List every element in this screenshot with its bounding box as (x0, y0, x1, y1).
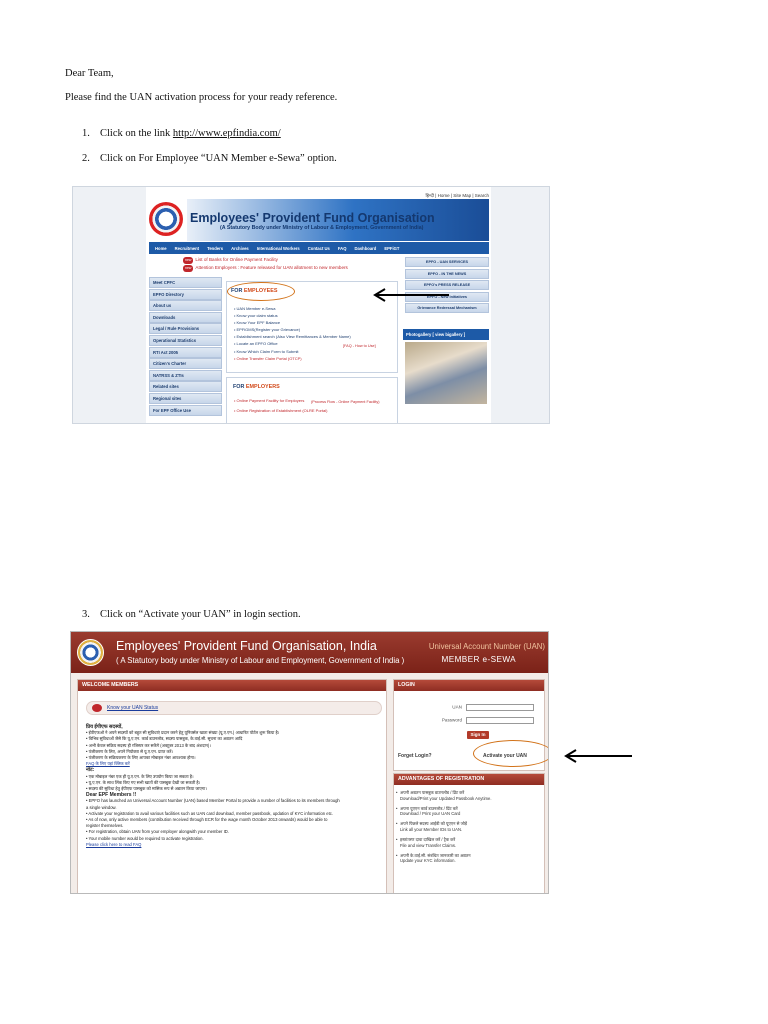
advantage-item: • हस्तांतरण दावा दाखिल करें / ट्रैक करें File and view Transfer Claims. (400, 837, 491, 848)
body-line: • For registration, obtain UAN from your employer alongwith your member ID. (86, 829, 229, 835)
employee-link[interactable]: • EPFiGMS(Register your Grievance) (234, 327, 301, 333)
faq-link-hindi[interactable]: FAQ के लिए यहां क्लिक करें (86, 761, 130, 767)
employee-link[interactable]: • UAN Member e-Sewa (234, 306, 276, 311)
login-heading: LOGIN (394, 680, 544, 691)
new-badge-icon: new (185, 258, 192, 262)
epfo-logo-icon (149, 202, 183, 236)
right-buttons (405, 257, 489, 315)
step-1 (82, 128, 281, 141)
body-heading: Dear EPF Members !! (86, 792, 137, 799)
right-button[interactable]: EPFO - UAN SERVICES (405, 257, 489, 267)
body-line: • Your mobile number would be required to activate registration. (86, 835, 204, 841)
advantages-panel (393, 773, 545, 894)
sidebar-item[interactable]: Legal / Rule Provisions (149, 323, 222, 334)
know-uan-status[interactable] (86, 701, 382, 715)
sidebar-item[interactable]: Operational Statistics (149, 335, 222, 346)
nav-item[interactable]: Recruitment (174, 245, 200, 251)
faq-note[interactable]: [FAQ - How to Use] (343, 344, 376, 348)
advantages-heading: ADVANTAGES OF REGISTRATION (394, 774, 544, 785)
body-line: • पंजीकरण के सक्रियकरण के लिए आपका मोबाइल नंबर आवश्यक होगा। (86, 755, 196, 761)
for-employers-panel (226, 377, 398, 424)
sidebar-item[interactable]: EPFO Directory (149, 289, 222, 300)
nav-item[interactable]: International Workers (256, 245, 300, 251)
epfo-homepage (146, 187, 491, 424)
advantage-item: • अपनी के.वाई.सी. संबंधित जानकारी का अद्यतन Update your KYC information. (400, 853, 491, 864)
step-3 (82, 609, 301, 622)
left-sidebar (149, 277, 222, 416)
new-badge-icon (92, 704, 102, 712)
nav-item[interactable]: Dashboard (354, 245, 377, 251)
nav-item[interactable]: FAQ (337, 245, 347, 251)
arrow-pointer-icon (371, 287, 451, 303)
body-line: register themselves. (86, 823, 124, 829)
welcome-body (86, 724, 340, 848)
sidebar-item[interactable]: Regional sites (149, 393, 222, 404)
note-heading: नोट: (86, 767, 95, 774)
site-subtitle: (A Statutory Body under Ministry of Labour & Employment, Government of India) (220, 225, 424, 231)
forgot-login-link[interactable]: Forget Login? (398, 753, 432, 759)
password-input[interactable] (466, 717, 534, 724)
photogallery-image (405, 342, 487, 404)
step-3-number: 3. (82, 609, 90, 620)
advantage-item: • अपना यूएएन कार्ड डाउनलोड / प्रिंट करें Download / Print your UAN Card (400, 806, 491, 817)
highlight-circle (473, 740, 549, 767)
main-nav (149, 242, 489, 254)
step-1-text: Click on the link (100, 128, 173, 139)
nav-item[interactable]: Contact Us (307, 245, 330, 251)
step-3-text: Click on “Activate your UAN” in login section. (100, 609, 301, 620)
news-ticker (183, 256, 348, 272)
sidebar-item[interactable]: Citizen's Charter (149, 358, 222, 369)
body-line: • ईपीएफओ ने अपने सदस्यों को बहुत सी सुविधाएं प्रदान करने हेतु यूनिवर्सल खाता संख्या (यू.ए.एन.) आधारित पोर्टल शुरू किया है। (86, 730, 280, 736)
employee-link[interactable]: • Know Your EPF Balance (234, 320, 281, 326)
for-employees-heading[interactable]: FOR EMPLOYEES (231, 288, 278, 294)
password-row (442, 717, 534, 724)
employee-link[interactable]: • Know your claim status (234, 313, 278, 319)
epfo-logo-icon (77, 639, 104, 666)
advantage-item: • अपनी अद्यतन पासबुक डाउनलोड / प्रिंट करें Download/Print your Updated Passbook Anytime. (400, 790, 491, 801)
intro-text: Please find the UAN activation process for your ready reference. (65, 92, 338, 103)
employee-link[interactable]: • Establishment search (Also View Remittances & Member Name) (234, 334, 351, 340)
news-item[interactable]: new List of Banks for Online Payment Facility (185, 257, 278, 262)
right-button[interactable]: EPFO's PRESS RELEASE (405, 280, 489, 290)
right-button[interactable]: EPFO - New Initiatives (405, 292, 489, 302)
welcome-heading: WELCOME MEMBERS (78, 680, 386, 691)
epfindia-link[interactable]: http://www.epfindia.com/ (172, 128, 281, 139)
sidebar-item[interactable]: Downloads (149, 312, 222, 323)
sidebar-item[interactable]: Meet CPFC (149, 277, 222, 288)
step-2-number: 2. (82, 153, 90, 164)
sidebar-item[interactable]: NATRSS & ZTIs (149, 370, 222, 381)
sidebar-item[interactable]: About us (149, 300, 222, 311)
portal-header (71, 632, 549, 673)
employee-link[interactable]: • Know Which Claim Form to Submit (234, 348, 299, 354)
arrow-pointer-icon (562, 748, 634, 764)
know-uan-status-link[interactable]: Know your UAN Status (107, 705, 159, 711)
process-flow-note[interactable]: (Process Flow - Online Payment Facility) (311, 400, 380, 404)
body-line: • EPFO has launched an Universal Account Number (UAN) based Member Portal to provide a number of facilities to its members through (86, 798, 340, 804)
uan-label: Universal Account Number (UAN) (428, 642, 545, 651)
employer-link[interactable]: • Online Registration of Establishment (OLRE Portal) (234, 408, 328, 413)
new-badge-icon: new (185, 266, 192, 270)
step-2 (82, 153, 337, 166)
sign-in-button[interactable]: Sign In (467, 731, 489, 739)
for-employers-heading[interactable]: FOR EMPLOYERS (233, 384, 280, 390)
employee-link[interactable]: • Locate an EPFO Office (234, 341, 278, 347)
photogallery-heading[interactable]: Photogallery [ view bigallery ] (403, 329, 489, 340)
nav-item[interactable]: EPFiGT (384, 245, 400, 251)
sidebar-item[interactable]: RTI Act 2005 (149, 347, 222, 358)
sidebar-item[interactable]: For EPF Office Use (149, 405, 222, 416)
uan-portal-screenshot (70, 631, 549, 894)
body-heading: प्रिय ईपीएफ सदस्यों, (86, 724, 123, 730)
employee-link[interactable]: • Online Transfer Claim Portal (OTCP) (234, 355, 302, 361)
advantage-item: • अपने पिछले सदस्य आईडी को यूएएन से जोड़ें Link all your Member IDs to UAN. (400, 821, 491, 832)
top-links[interactable]: हिन्दी | Home | Site Map | Search (425, 193, 489, 198)
site-title: Employees' Provident Fund Organisation (190, 211, 435, 225)
epfo-homepage-screenshot (72, 186, 550, 424)
uan-row (452, 704, 534, 711)
welcome-panel (77, 679, 387, 894)
right-button[interactable]: Grievance Redressal Mechanism (405, 303, 489, 313)
employers-links (234, 396, 327, 416)
portal-title: Employees' Provident Fund Organisation, India (116, 639, 377, 653)
step-1-number: 1. (82, 128, 90, 139)
body-line: a single window. (86, 804, 117, 810)
nav-item[interactable]: Archives (231, 245, 249, 251)
faq-link[interactable]: Please click here to read FAQ (86, 841, 142, 847)
greeting: Dear Team, (65, 68, 114, 79)
body-line: • पंजीकरण के लिए, अपने नियोक्ता से यू.ए.एन. प्राप्त करें। (86, 748, 173, 754)
employees-links (234, 305, 351, 362)
body-line: • एक मोबाइल नंबर एक ही यू.ए.एन. के लिए उपयोग किया जा सकता है। (86, 773, 194, 779)
advantages-list (400, 790, 491, 868)
nav-item[interactable]: Tenders (207, 245, 224, 251)
uan-label: UAN (452, 704, 462, 710)
news-item[interactable]: new Attention Employers : Feature released for UAN allotment to new members (185, 265, 348, 270)
password-label: Password (441, 717, 462, 723)
member-esewa-label: MEMBER e-SEWA (441, 655, 516, 664)
employer-link[interactable]: • Online Payment Facility for Employers (234, 398, 305, 403)
portal-subtitle: ( A Statutory body under Ministry of Labour and Employment, Government of India ) (116, 656, 405, 665)
body-line: • अभी केवल सक्रिय सदस्य ही रजिस्टर कर सकेंगे (अक्टूबर 2013 के बाद अंशदान)। (86, 742, 211, 748)
body-line: • यू.ए.एन. के साथ लिंक किए गए सभी खातों की पासबुक देखी जा सकती है। (86, 779, 201, 785)
body-line: • As of now, only active members (contribution received through ECR for the wage month October 2013 onwards) would be able to (86, 817, 328, 823)
right-button[interactable]: EPFO - IN THE NEWS (405, 269, 489, 279)
step-2-text: Click on For Employee “UAN Member e-Sewa” option. (100, 153, 337, 164)
uan-input[interactable] (466, 704, 534, 711)
site-banner (187, 199, 489, 241)
sidebar-item[interactable]: Related sites (149, 381, 222, 392)
body-line: • Activate your registration to avail various facilities such as UAN card download, member passbook, updation of KYC information etc. (86, 810, 334, 816)
nav-item[interactable]: Home (155, 245, 167, 251)
activate-uan-link[interactable]: Activate your UAN (483, 753, 527, 759)
body-line: • विभिन्न सुविधाओं जैसे कि यू.ए.एन. कार्ड डाउनलोड, सदस्य पासबुक, के.वाई.सी. सूचना का अद्यतन आदि (86, 736, 243, 742)
body-line: • सदस्य की सुविधा हेतु ईपीएफ पासबुक को मासिक रूप से अद्यतन किया जाएगा। (86, 786, 207, 792)
